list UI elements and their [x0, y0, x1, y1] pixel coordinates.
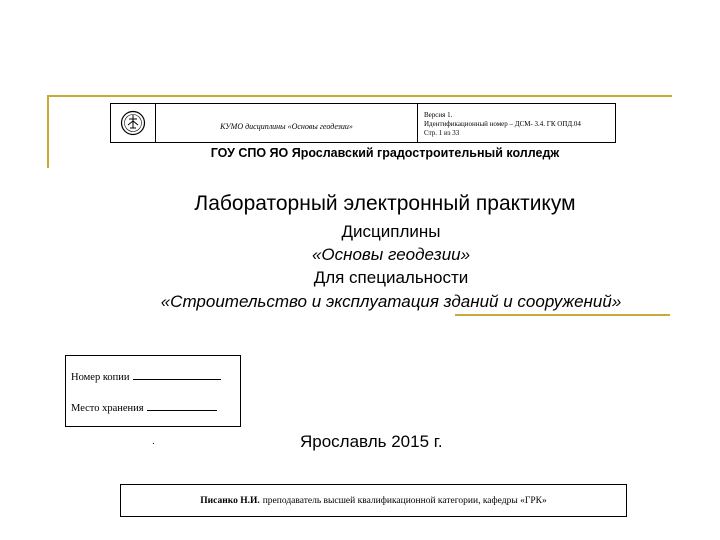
header-version: Версия 1.: [424, 111, 453, 119]
accent-line-top: [47, 95, 672, 97]
header-page: Стр. 1 из 33: [424, 129, 460, 137]
dot-mark: .: [152, 436, 155, 447]
storage-row: [71, 401, 217, 414]
copy-number-label: Номер копии: [71, 372, 130, 383]
storage-label: Место хранения: [71, 403, 144, 414]
discipline-label: Дисциплины: [341, 222, 441, 241]
discipline-name: «Основы геодезии»: [311, 245, 471, 264]
copy-number-row: [71, 370, 221, 383]
copy-info-box: [65, 355, 241, 427]
college-name: ГОУ СПО ЯО Ярославский градостроительный колледж: [210, 146, 560, 160]
city-year: Ярославль 2015 г.: [300, 432, 443, 451]
author-name: Писанко Н.И.: [200, 495, 260, 506]
copy-number-blank: [133, 370, 221, 380]
header-id-number: Идентификационный номер – ДСМ- 3.4. ГК ОПД.04: [424, 120, 581, 128]
author-box: [120, 484, 627, 517]
practicum-title: Лабораторный электронный практикум: [194, 192, 576, 215]
storage-blank: [147, 401, 217, 411]
accent-underline: [455, 314, 670, 316]
college-logo-cell: [111, 104, 156, 142]
specialty-name: «Строительство и эксплуатация зданий и сооружений»: [160, 292, 622, 311]
document-header: [110, 103, 616, 143]
header-meta: [418, 104, 615, 142]
college-emblem-icon: [120, 110, 146, 136]
header-title: КУМО дисциплины «Основы геодезии»: [156, 104, 418, 142]
specialty-label: Для специальности: [313, 268, 469, 287]
author-description: преподаватель высшей квалификационной категории, кафедры «ГРК»: [262, 495, 547, 506]
